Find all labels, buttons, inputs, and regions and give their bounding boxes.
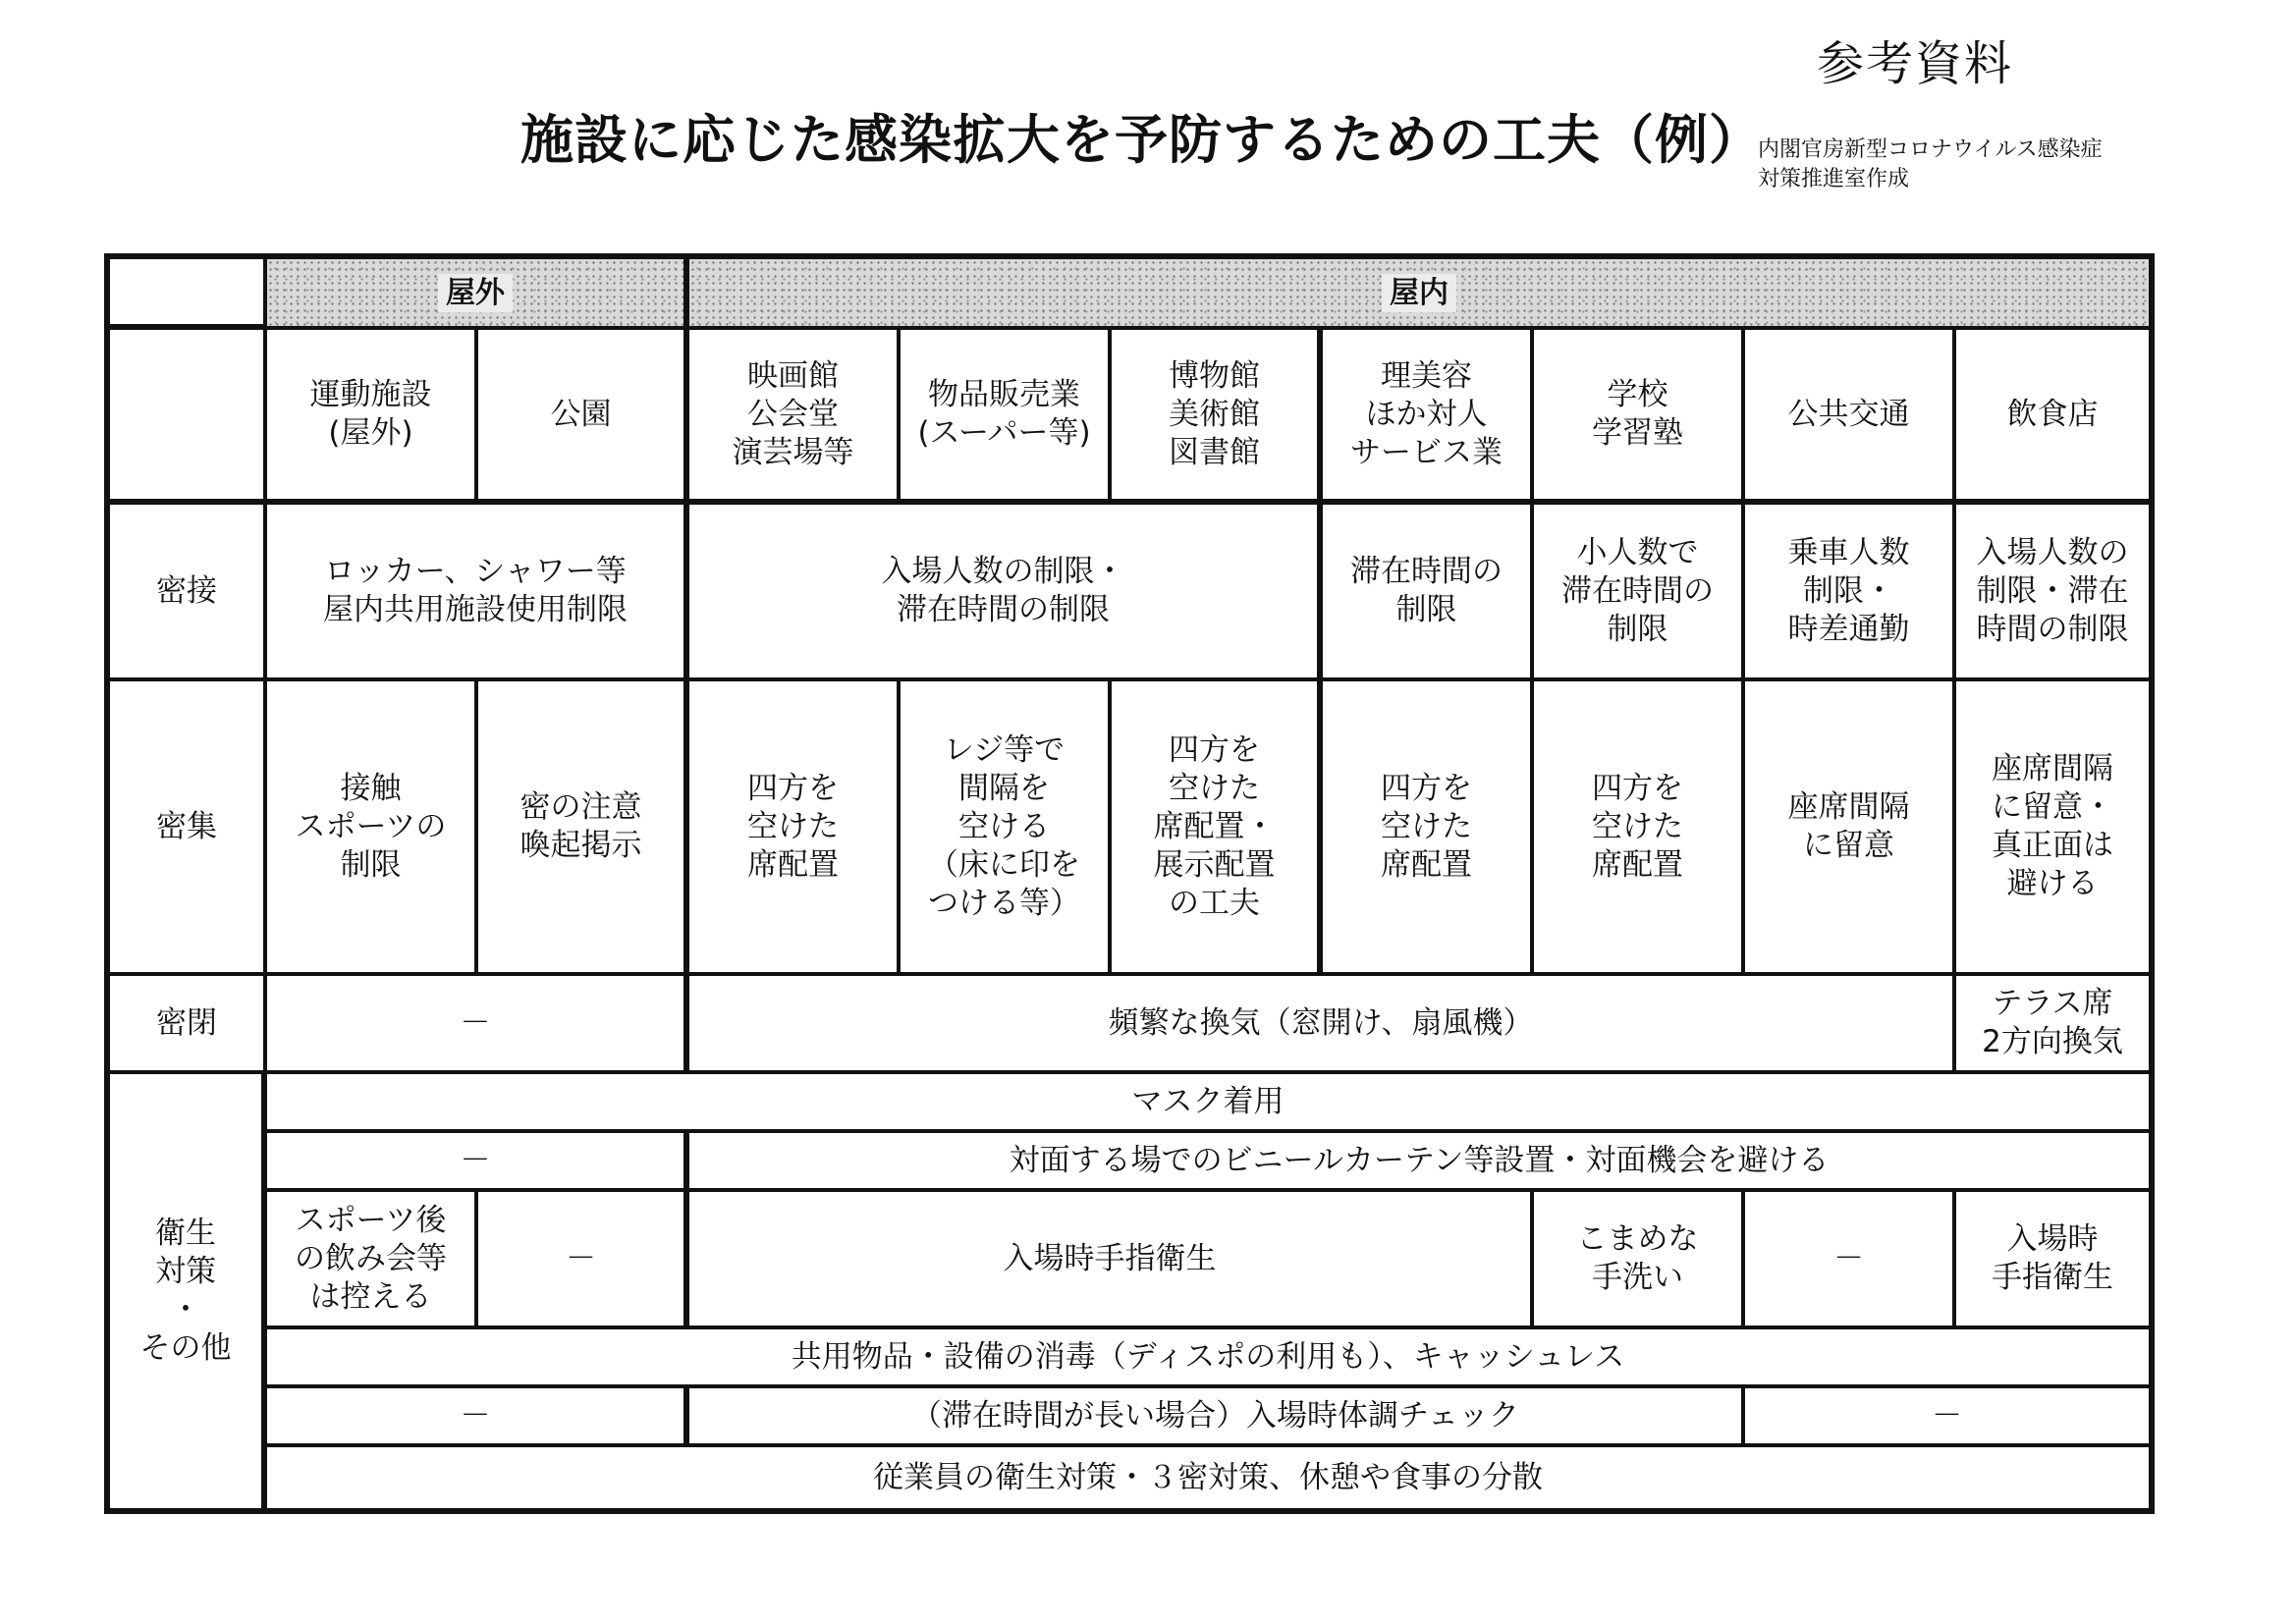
- hygiene-staff: 従業員の衛生対策・３密対策、休憩や食事の分散: [265, 1445, 2151, 1510]
- mitsusetsu-school: 小人数で 滞在時間の 制限: [1532, 503, 1743, 679]
- indoor-header-label: 屋内: [1382, 274, 1456, 312]
- hygiene-curtain-outdoor: －: [265, 1131, 687, 1190]
- facility-transport: 公共交通: [1743, 328, 1954, 503]
- facility-museum: 博物館 美術館 図書館: [1110, 328, 1321, 503]
- outdoor-header-label: 屋外: [438, 274, 513, 312]
- hygiene-school: こまめな 手洗い: [1532, 1190, 1743, 1327]
- misshu-restaurant: 座席間隔 に留意・ 真正面は 避ける: [1954, 679, 2151, 974]
- author-line-2: 対策推進室作成: [1758, 167, 1910, 191]
- misshu-service: 四方を 空けた 席配置: [1321, 679, 1532, 974]
- mitsusetsu-outdoor: ロッカー、シャワー等 屋内共用施設使用制限: [265, 503, 687, 679]
- measures-table: [104, 253, 2155, 1514]
- misshu-park: 密の注意 喚起掲示: [476, 679, 687, 974]
- hygiene-disinfect: 共用物品・設備の消毒（ディスポの利用も）、キャッシュレス: [265, 1327, 2151, 1386]
- hygiene-hand-indoor: 入場時手指衛生: [687, 1190, 1532, 1327]
- row-label-mippei: 密閉: [108, 974, 265, 1072]
- facility-row-label: [108, 328, 265, 503]
- hygiene-sports: スポーツ後 の飲み会等 は控える: [265, 1190, 476, 1327]
- hygiene-curtain-indoor: 対面する場でのビニールカーテン等設置・対面機会を避ける: [687, 1131, 2151, 1190]
- mippei-indoor: 頻繁な換気（窓開け、扇風機）: [687, 974, 1954, 1072]
- facility-sports: 運動施設 (屋外): [265, 328, 476, 503]
- misshu-retail: レジ等で 間隔を 空ける （床に印を つける等）: [899, 679, 1110, 974]
- mitsusetsu-transport: 乗車人数 制限・ 時差通勤: [1743, 503, 1954, 679]
- page-title: 施設に応じた感染拡大を予防するための工夫（例）: [520, 109, 1763, 171]
- hygiene-mask: マスク着用: [265, 1072, 2151, 1131]
- indoor-header: [687, 257, 2151, 328]
- reference-label: 参考資料: [1817, 36, 2014, 91]
- author-line-1: 内閣官房新型コロナウイルス感染症: [1758, 137, 2103, 162]
- hygiene-restaurant: 入場時 手指衛生: [1954, 1190, 2151, 1327]
- misshu-cinema: 四方を 空けた 席配置: [687, 679, 899, 974]
- misshu-transport: 座席間隔 に留意: [1743, 679, 1954, 974]
- facility-cinema: 映画館 公会堂 演芸場等: [687, 328, 899, 503]
- outdoor-header: [265, 257, 687, 328]
- mitsusetsu-service: 滞在時間の 制限: [1321, 503, 1532, 679]
- row-label-hygiene: 衛生 対策 ・ その他: [108, 1072, 265, 1510]
- facility-park: 公園: [476, 328, 687, 503]
- facility-service: 理美容 ほか対人 サービス業: [1321, 328, 1532, 503]
- mippei-outdoor: －: [265, 974, 687, 1072]
- row-label-mitsusetsu: 密接: [108, 503, 265, 679]
- misshu-school: 四方を 空けた 席配置: [1532, 679, 1743, 974]
- facility-retail: 物品販売業 (スーパー等): [899, 328, 1110, 503]
- facility-restaurant: 飲食店: [1954, 328, 2151, 503]
- hygiene-health-indoor: （滞在時間が長い場合）入場時体調チェック: [687, 1386, 1743, 1445]
- hygiene-transport: －: [1743, 1190, 1954, 1327]
- hygiene-park: －: [476, 1190, 687, 1327]
- facility-school: 学校 学習塾: [1532, 328, 1743, 503]
- row-label-misshu: 密集: [108, 679, 265, 974]
- mitsusetsu-venues: 入場人数の制限・ 滞在時間の制限: [687, 503, 1321, 679]
- author-note: [1758, 135, 2103, 194]
- mitsusetsu-restaurant: 入場人数の 制限・滞在 時間の制限: [1954, 503, 2151, 679]
- hygiene-health-right: －: [1743, 1386, 2151, 1445]
- hygiene-health-outdoor: －: [265, 1386, 687, 1445]
- mippei-restaurant: テラス席 2方向換気: [1954, 974, 2151, 1072]
- misshu-museum: 四方を 空けた 席配置・ 展示配置 の工夫: [1110, 679, 1321, 974]
- misshu-sports: 接触 スポーツの 制限: [265, 679, 476, 974]
- corner-cell: [108, 257, 265, 328]
